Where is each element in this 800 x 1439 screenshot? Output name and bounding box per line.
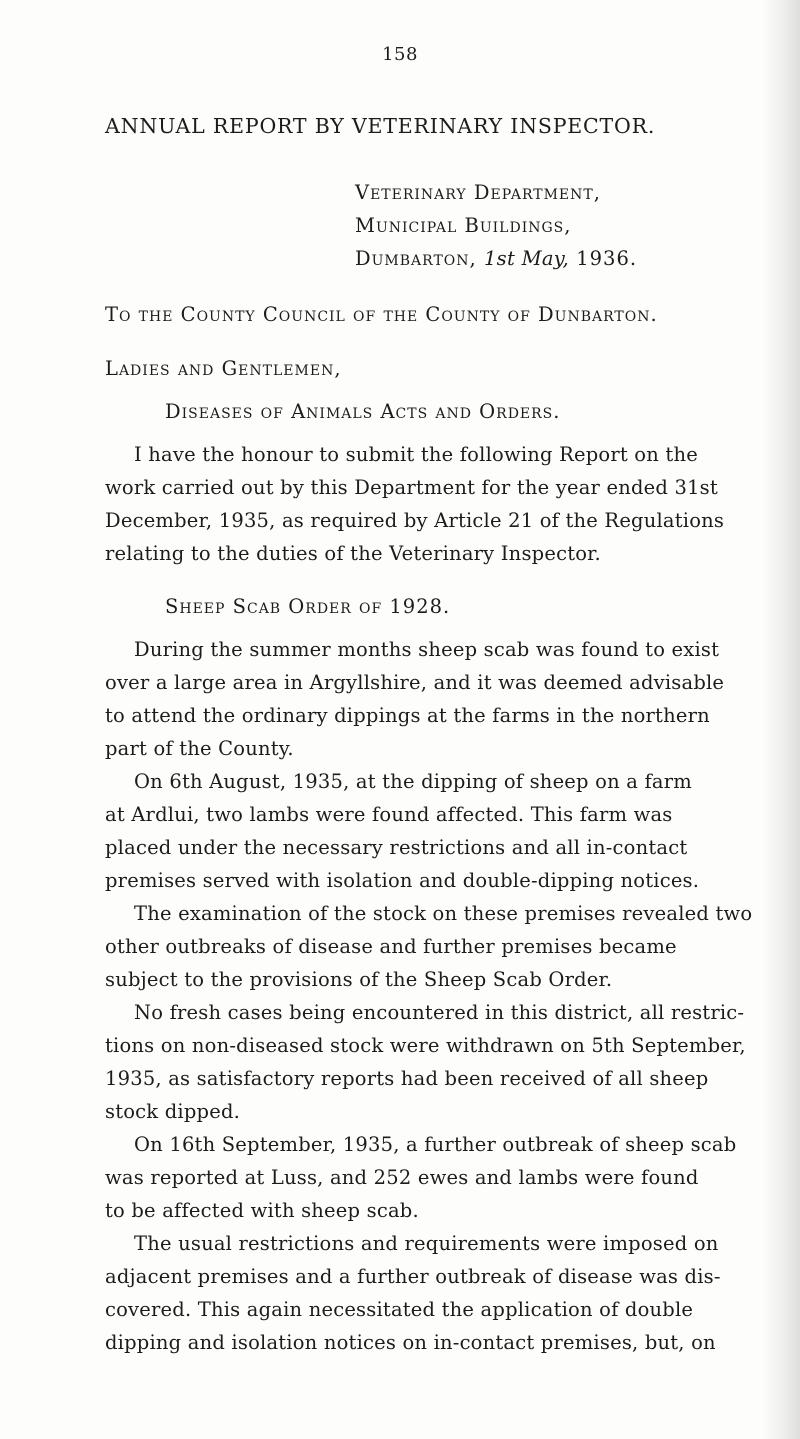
paragraph-line: adjacent premises and a further outbreak of disease was dis- — [105, 1265, 721, 1288]
paragraph-line: dipping and isolation notices on in-contact premises, but, on — [105, 1331, 716, 1354]
paragraph-line: relating to the duties of the Veterinary Inspector. — [105, 542, 601, 565]
addressee: To the County Council of the County of Dunbarton. — [105, 303, 658, 326]
paragraph-line: placed under the necessary restrictions and all in-contact — [105, 836, 688, 859]
page-number: 158 — [382, 44, 418, 65]
paragraph-line: part of the County. — [105, 737, 294, 760]
paragraph-line: The usual restrictions and requirements were imposed on — [134, 1232, 719, 1255]
salutation: Ladies and Gentlemen, — [105, 357, 342, 380]
address-year: 1936. — [576, 247, 638, 270]
paragraph-line: to be affected with sheep scab. — [105, 1199, 419, 1222]
paragraph-line: was reported at Luss, and 252 ewes and lambs were found — [105, 1166, 699, 1189]
paragraph-line: work carried out by this Department for the year ended 31st — [105, 476, 718, 499]
paragraph-line: I have the honour to submit the following Report on the — [134, 443, 698, 466]
paragraph-line: over a large area in Argyllshire, and it was deemed advisable — [105, 671, 725, 694]
address-department: Veterinary Department, — [355, 181, 601, 204]
paragraph-line: to attend the ordinary dippings at the farms in the northern — [105, 704, 710, 727]
paragraph-line: On 16th September, 1935, a further outbreak of sheep scab — [134, 1133, 737, 1156]
paragraph-line: covered. This again necessitated the application of double — [105, 1298, 694, 1321]
paragraph-line: tions on non-diseased stock were withdrawn on 5th September, — [105, 1034, 746, 1057]
paragraph-line: other outbreaks of disease and further premises became — [105, 935, 677, 958]
paragraph-line: subject to the provisions of the Sheep Scab Order. — [105, 968, 613, 991]
address-date: 1st May, — [483, 247, 570, 270]
address-building: Municipal Buildings, — [355, 214, 572, 237]
paragraph-line: The examination of the stock on these premises revealed two — [134, 902, 753, 925]
paragraph-line: premises served with isolation and double-dipping notices. — [105, 869, 700, 892]
paragraph-line: stock dipped. — [105, 1100, 241, 1123]
paragraph-line: On 6th August, 1935, at the dipping of sheep on a farm — [134, 770, 692, 793]
paragraph-line: 1935, as satisfactory reports had been received of all sheep — [105, 1067, 709, 1090]
address-place: Dumbarton, — [355, 247, 477, 270]
page-edge-shadow — [762, 0, 800, 1439]
paragraph-line: During the summer months sheep scab was found to exist — [134, 638, 720, 661]
address-place-date — [355, 247, 637, 270]
section-heading-sheep-scab: Sheep Scab Order of 1928. — [165, 595, 451, 618]
paragraph-line: No fresh cases being encountered in this district, all restric- — [134, 1001, 745, 1024]
report-title: ANNUAL REPORT BY VETERINARY INSPECTOR. — [105, 114, 656, 138]
paragraph-line: December, 1935, as required by Article 21 of the Regulations — [105, 509, 725, 532]
paragraph-line: at Ardlui, two lambs were found affected. This farm was — [105, 803, 673, 826]
section-heading-diseases: Diseases of Animals Acts and Orders. — [165, 400, 561, 423]
